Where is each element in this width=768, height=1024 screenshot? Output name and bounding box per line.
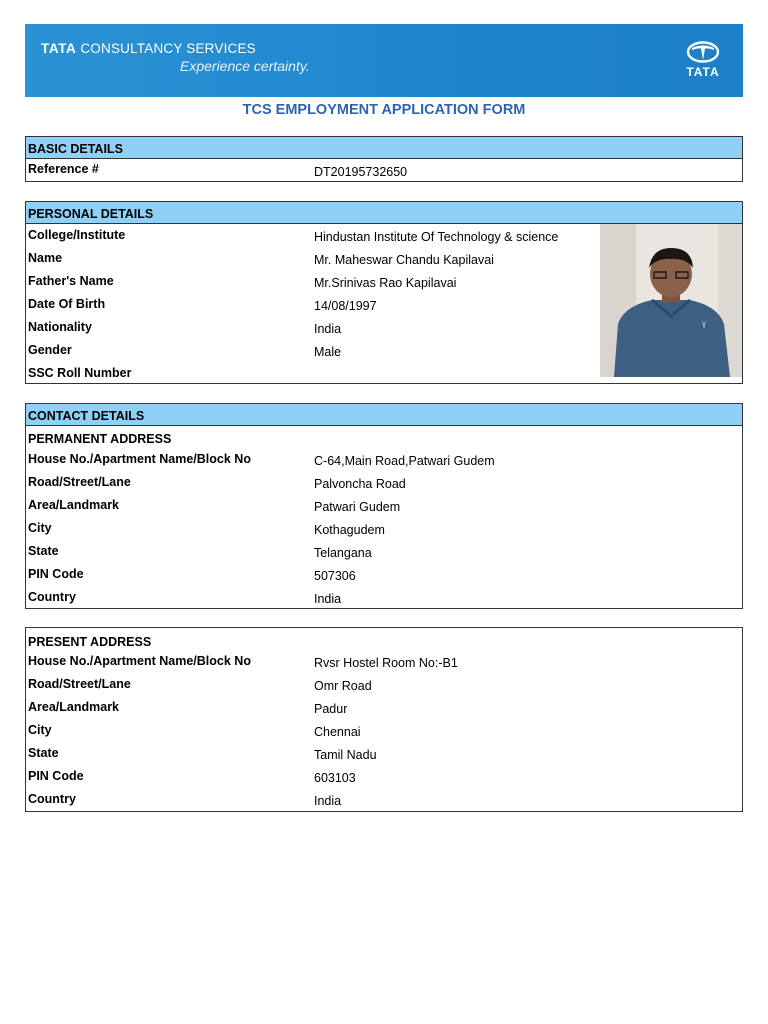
present-address-section xyxy=(25,627,743,812)
perm-pin-value: 507306 xyxy=(314,569,356,583)
ssc-roll-label: SSC Roll Number xyxy=(28,366,132,380)
perm-city-value: Kothagudem xyxy=(314,523,385,537)
pres-pin-value: 603103 xyxy=(314,771,356,785)
pres-area-row xyxy=(26,698,742,721)
tagline: Experience certainty. xyxy=(180,58,310,74)
perm-road-row xyxy=(26,471,742,494)
dob-label: Date Of Birth xyxy=(28,297,106,311)
header-banner xyxy=(25,24,743,97)
pres-house-value: Rvsr Hostel Room No:-B1 xyxy=(314,656,458,670)
perm-road-value: Palvoncha Road xyxy=(314,477,406,491)
reference-value: DT20195732650 xyxy=(314,165,408,179)
brand-bold: TATA xyxy=(41,41,77,56)
personal-details-heading: PERSONAL DETAILS xyxy=(26,202,742,224)
pres-country-label: Country xyxy=(28,792,76,806)
perm-city-row xyxy=(26,517,742,540)
contact-details-heading: CONTACT DETAILS xyxy=(26,404,742,426)
nationality-label: Nationality xyxy=(28,320,92,334)
gender-label: Gender xyxy=(28,343,72,357)
pres-city-value: Chennai xyxy=(314,725,361,739)
college-value: Hindustan Institute Of Technology & science xyxy=(314,230,559,244)
father-name-label: Father's Name xyxy=(28,274,114,288)
brand-rest: CONSULTANCY SERVICES xyxy=(80,41,256,56)
perm-country-row xyxy=(26,586,742,609)
pres-house-label: House No./Apartment Name/Block No xyxy=(28,654,251,668)
perm-pin-label: PIN Code xyxy=(28,567,84,581)
pres-road-value: Omr Road xyxy=(314,679,372,693)
perm-area-value: Patwari Gudem xyxy=(314,500,401,514)
name-value: Mr. Maheswar Chandu Kapilavai xyxy=(314,253,494,267)
tata-logo xyxy=(681,41,725,79)
applicant-photo xyxy=(600,224,742,377)
pres-pin-label: PIN Code xyxy=(28,769,84,783)
basic-details-section xyxy=(25,136,743,182)
pres-country-row xyxy=(26,790,742,813)
contact-details-section xyxy=(25,403,743,609)
permanent-address-heading: PERMANENT ADDRESS xyxy=(28,432,172,446)
personal-details-section xyxy=(25,201,743,384)
pres-house-row xyxy=(26,652,742,675)
perm-country-value: India xyxy=(314,592,342,606)
pres-area-value: Padur xyxy=(314,702,348,716)
perm-house-row xyxy=(26,448,742,471)
pres-state-label: State xyxy=(28,746,59,760)
pres-city-row xyxy=(26,721,742,744)
pres-state-value: Tamil Nadu xyxy=(314,748,377,762)
perm-house-label: House No./Apartment Name/Block No xyxy=(28,452,251,466)
tata-logo-text: TATA xyxy=(686,65,720,79)
perm-country-label: Country xyxy=(28,590,76,604)
pres-state-row xyxy=(26,744,742,767)
perm-area-label: Area/Landmark xyxy=(28,498,120,512)
present-address-heading: PRESENT ADDRESS xyxy=(28,635,152,649)
nationality-value: India xyxy=(314,322,342,336)
svg-text:ɣ: ɣ xyxy=(702,319,707,328)
perm-road-label: Road/Street/Lane xyxy=(28,475,131,489)
pres-road-label: Road/Street/Lane xyxy=(28,677,131,691)
perm-house-value: C-64,Main Road,Patwari Gudem xyxy=(314,454,495,468)
pres-area-label: Area/Landmark xyxy=(28,700,120,714)
dob-value: 14/08/1997 xyxy=(314,299,377,313)
pres-pin-row xyxy=(26,767,742,790)
brand-name xyxy=(41,41,256,56)
pres-city-label: City xyxy=(28,723,52,737)
tata-emblem-icon xyxy=(686,41,720,63)
reference-row xyxy=(26,159,742,181)
pres-road-row xyxy=(26,675,742,698)
gender-value: Male xyxy=(314,345,342,359)
page-title: TCS EMPLOYMENT APPLICATION FORM xyxy=(242,102,526,118)
college-label: College/Institute xyxy=(28,228,126,242)
name-label: Name xyxy=(28,251,63,265)
reference-label: Reference # xyxy=(28,162,99,176)
basic-details-heading: BASIC DETAILS xyxy=(26,137,742,159)
perm-state-value: Telangana xyxy=(314,546,372,560)
pres-country-value: India xyxy=(314,794,342,808)
perm-area-row xyxy=(26,494,742,517)
perm-state-row xyxy=(26,540,742,563)
perm-city-label: City xyxy=(28,521,52,535)
perm-state-label: State xyxy=(28,544,59,558)
perm-pin-row xyxy=(26,563,742,586)
father-name-value: Mr.Srinivas Rao Kapilavai xyxy=(314,276,457,290)
